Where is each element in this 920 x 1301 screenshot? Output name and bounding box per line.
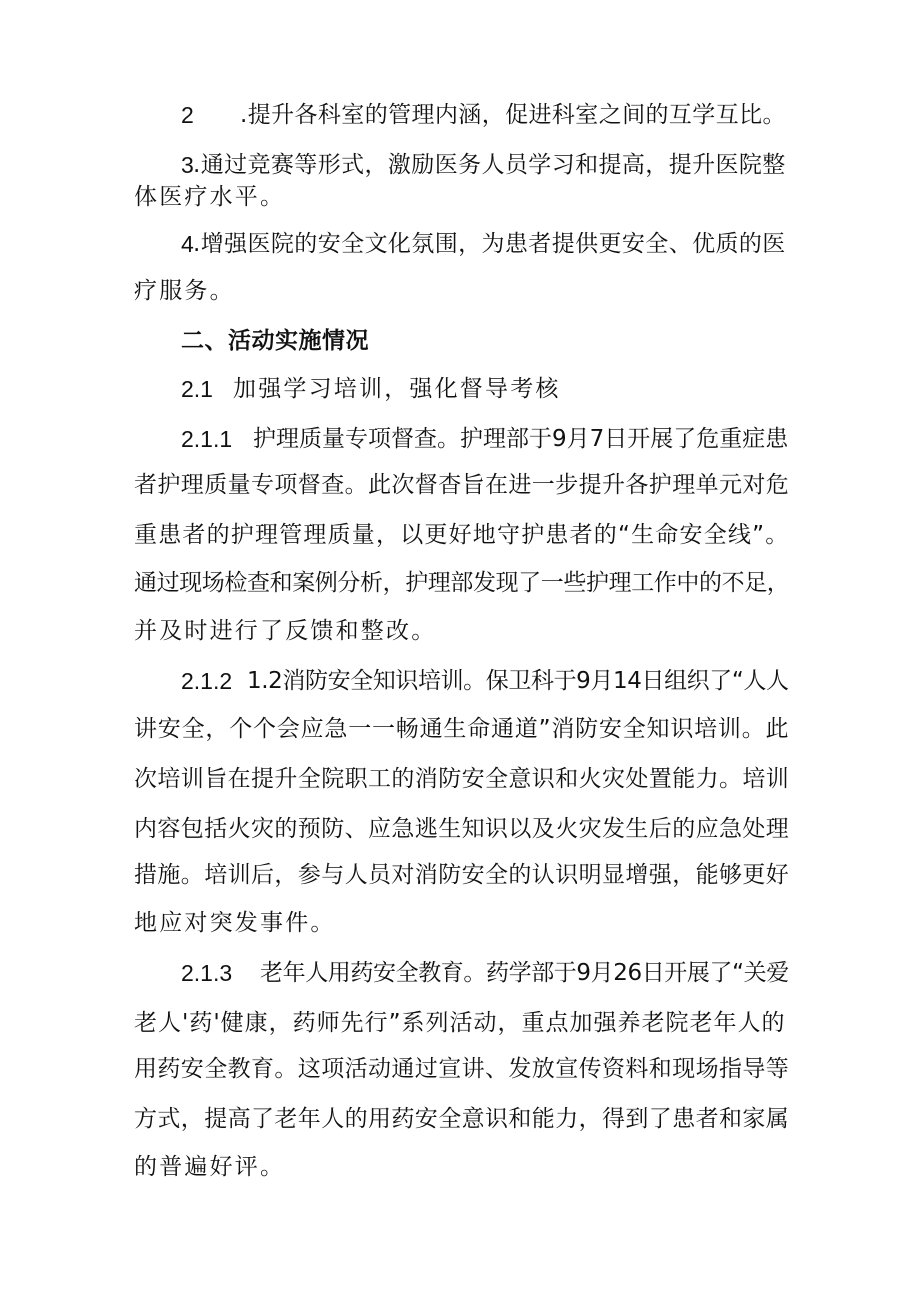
subsection-title: 加强学习培训，强化督导考核 — [233, 376, 561, 402]
para-2-1-1-number: 2.1.1 — [181, 426, 233, 452]
para-2-1-2-line-1: 1.2消防安全知识培训。保卫科于9月14日组织了“人人 — [247, 668, 789, 694]
para-2-1-3-line-4: 方式，提高了老年人的用药安全意识和能力，得到了患者和家属 — [134, 1106, 790, 1132]
para-2-1-3-line-3: 用药安全教育。这项活动通过宣讲、发放宣传资料和现场指导等 — [134, 1056, 790, 1082]
para-2-1-1-line-4: 通过现场检查和案例分析，护理部发现了一些护理工作中的不足， — [134, 570, 790, 596]
section-heading: 二、活动实施情况 — [181, 328, 369, 354]
para-2-1-1-line-1: 护理质量专项督查。护理部于9月7日开展了危重症患 — [253, 426, 789, 452]
para-2-1-1-line-3: 重患者的护理管理质量，以更好地守护患者的“生命安全线”。 — [134, 522, 790, 548]
para-2-1-3-number: 2.1.3 — [181, 960, 233, 986]
para-2-1-2-line-4: 内容包括火灾的预防、应急逃生知识以及火灾发生后的应急处理 — [134, 816, 790, 842]
para-2-1-2-line-3: 次培训旨在提升全院职工的消防安全意识和火灾处置能力。培训 — [134, 766, 790, 792]
para-2-1-3-line-5: 的普遍好评。 — [134, 1154, 286, 1180]
item-3-line-2: 体医疗水平。 — [134, 184, 286, 210]
para-2-1-2-line-2: 讲安全，个个会应急一一畅通生命通道”消防安全知识培训。此 — [134, 716, 790, 742]
item-4-number: 4 — [181, 231, 194, 257]
item-4-line-2: 疗服务。 — [134, 278, 235, 304]
para-2-1-3-line-1: 老年人用药安全教育。药学部于9月26日开展了“关爱 — [260, 960, 789, 986]
para-2-1-1-line-2: 者护理质量专项督查。此次督杳旨在进一步提升各护理单元对危 — [134, 472, 790, 498]
item-2-text: .提升各科室的管理内涵，促进科室之间的互学互比。 — [240, 102, 786, 128]
para-2-1-2-number: 2.1.2 — [181, 668, 233, 694]
para-2-1-2-line-6: 地应对突发事件。 — [134, 910, 336, 936]
item-4-line-1: .增强医院的安全文化氛围，为患者提供更安全、优质的医 — [193, 231, 786, 257]
para-2-1-2-line-5: 措施。培训后，参与人员对消防安全的认识明显增强，能够更好 — [134, 862, 790, 888]
para-2-1-3-line-2: 老人'药'健康，药师先行”系列活动，重点加强养老院老年人的 — [134, 1010, 786, 1036]
item-3-number: 3 — [181, 152, 194, 178]
para-2-1-1-line-5: 并及时进行了反馈和整改。 — [134, 618, 437, 644]
subsection-number: 2.1 — [181, 376, 213, 402]
item-2-number: 2 — [181, 102, 194, 128]
item-3-line-1: .通过竞赛等形式，激励医务人员学习和提高，提升医院整 — [193, 152, 786, 178]
